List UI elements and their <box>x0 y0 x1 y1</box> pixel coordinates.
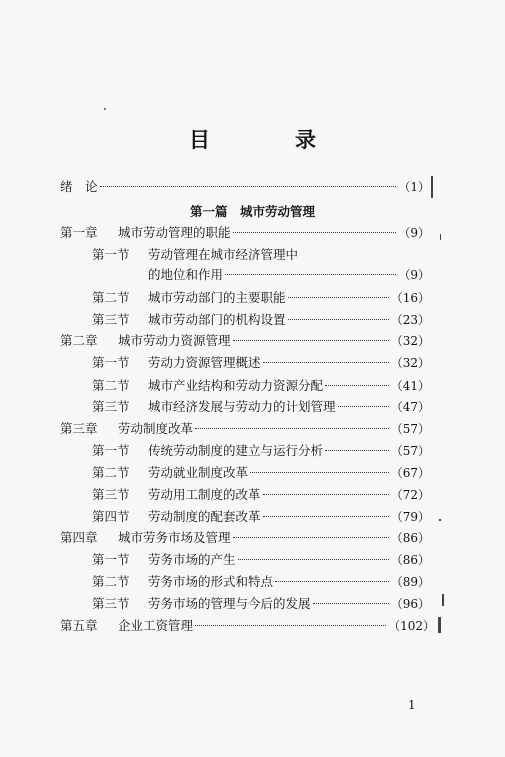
scan-edge-mark <box>440 234 441 240</box>
toc-entry-text: 企业工资管理 <box>118 618 194 633</box>
toc-entry-number: 第一节 <box>92 443 130 458</box>
toc-entry-page: （79） <box>390 510 430 524</box>
scan-edge-mark <box>438 617 441 633</box>
toc-leader <box>250 472 389 473</box>
toc-entry-page: （89） <box>390 575 430 589</box>
toc-entry-number: 第二节 <box>92 465 130 480</box>
toc-leader <box>233 340 389 341</box>
toc-entry <box>92 595 430 613</box>
toc-leader <box>238 559 389 560</box>
toc-entry-text: 劳动管理在城市经济管理中 <box>148 247 299 262</box>
scan-edge-mark <box>439 519 441 521</box>
toc-entry-number: 第一节 <box>92 247 130 262</box>
toc-leader <box>233 232 397 233</box>
toc-entry-page: （57） <box>390 422 430 436</box>
toc-leader <box>325 385 389 386</box>
toc-leader <box>233 537 389 538</box>
toc-entry <box>92 311 430 329</box>
toc-entry <box>92 398 430 416</box>
toc-entry-page: （47） <box>390 400 430 414</box>
toc-entry <box>60 224 430 242</box>
toc-entry-text: 城市经济发展与劳动力的计划管理 <box>148 399 336 414</box>
toc-leader <box>263 494 389 495</box>
toc-entry-page: （67） <box>390 466 430 480</box>
toc-entry-page: （9） <box>398 226 430 240</box>
toc-entry-text: 劳务市场的管理与今后的发展 <box>148 596 311 611</box>
toc-entry <box>60 332 430 350</box>
toc-entry <box>60 617 435 635</box>
toc-entry-page: （86） <box>390 531 430 545</box>
toc-entry-page: （41） <box>390 379 430 393</box>
toc-leader <box>263 362 389 363</box>
toc-entry-text: 劳动力资源管理概述 <box>148 355 261 370</box>
toc-entry-number: 第五章 <box>60 618 98 633</box>
toc-entry-page: （86） <box>390 553 430 567</box>
toc-leader <box>288 319 389 320</box>
toc-leader <box>338 406 389 407</box>
toc-entry-text: 城市劳动部门的机构设置 <box>148 312 286 327</box>
toc-leader <box>100 186 397 187</box>
toc-entry-page: （1） <box>398 180 430 194</box>
toc-leader <box>263 516 389 517</box>
toc-entry-text: 劳动用工制度的改革 <box>148 487 261 502</box>
toc-entry-page: （32） <box>390 334 430 348</box>
toc-entry-number: 第三节 <box>92 399 130 414</box>
toc-entry-intro <box>60 178 430 196</box>
toc-entry-text: 传统劳动制度的建立与运行分析 <box>148 443 324 458</box>
toc-entry <box>92 354 430 372</box>
toc-entry-text: 劳务市场的产生 <box>148 552 236 567</box>
toc-leader <box>325 450 389 451</box>
toc-entry-page: （16） <box>390 291 430 305</box>
toc-entry-number: 第二章 <box>60 333 98 348</box>
part-title: 第一篇 城市劳动管理 <box>189 204 315 219</box>
toc-entry-page: （32） <box>390 356 430 370</box>
toc-leader <box>195 428 389 429</box>
toc-entry-page: （72） <box>390 488 430 502</box>
toc-entry-page: （102） <box>388 619 435 633</box>
toc-entry-text: 劳务市场的形式和特点 <box>148 574 274 589</box>
toc-entry <box>92 289 430 307</box>
toc-entry <box>92 486 430 504</box>
toc-leader <box>313 603 389 604</box>
toc-entry-text: 城市劳动力资源管理 <box>118 333 231 348</box>
toc-entry <box>92 266 430 284</box>
toc-entry-number: 第一节 <box>92 552 130 567</box>
toc-entry-text: 城市劳动部门的主要职能 <box>148 290 286 305</box>
toc-entry-number: 第二节 <box>92 378 130 393</box>
toc-leader <box>275 581 389 582</box>
toc-entry <box>92 246 430 264</box>
page-number: 1 <box>408 698 416 712</box>
toc-entry-page: （96） <box>390 597 430 611</box>
toc-entry <box>60 420 430 438</box>
toc-entry-page: （9） <box>398 268 430 282</box>
toc-entry-text: 城市劳务市场及管理 <box>118 530 231 545</box>
toc-entry-text: 劳动就业制度改革 <box>148 465 249 480</box>
toc-entry <box>92 377 430 395</box>
toc-entry-number: 第三章 <box>60 421 98 436</box>
toc-entry-number: 第二节 <box>92 290 130 305</box>
toc-entry-text: 的地位和作用 <box>148 267 224 282</box>
toc-leader <box>225 274 396 275</box>
scan-edge-mark <box>431 176 433 198</box>
toc-entry <box>92 442 430 460</box>
toc-entry-page: （23） <box>390 313 430 327</box>
toc-entry <box>92 508 430 526</box>
toc-entry-number: 第四节 <box>92 509 130 524</box>
toc-entry-number: 绪 论 <box>60 179 98 194</box>
toc-entry <box>92 573 430 591</box>
toc-leader <box>195 625 386 626</box>
scan-edge-mark <box>442 594 444 606</box>
toc-entry-number: 第三节 <box>92 596 130 611</box>
toc-leader <box>288 297 389 298</box>
toc-entry-text: 劳动制度的配套改革 <box>148 509 261 524</box>
toc-entry-text: 劳动制度改革 <box>118 421 194 436</box>
page-title: 目 录 <box>189 127 348 152</box>
toc-entry-page: （57） <box>390 444 430 458</box>
toc-entry-number: 第四章 <box>60 530 98 545</box>
toc-entry-number: 第三节 <box>92 487 130 502</box>
toc-entry-number: 第二节 <box>92 574 130 589</box>
toc-entry-number: 第一章 <box>60 225 98 240</box>
toc-entry-number: 第一节 <box>92 355 130 370</box>
toc-entry-text: 城市劳动管理的职能 <box>118 225 231 240</box>
toc-entry <box>92 464 430 482</box>
toc-entry-number: 第三节 <box>92 312 130 327</box>
scan-speck <box>104 108 106 110</box>
toc-entry <box>92 551 430 569</box>
toc-entry <box>60 529 430 547</box>
toc-entry-text: 城市产业结构和劳动力资源分配 <box>148 378 324 393</box>
